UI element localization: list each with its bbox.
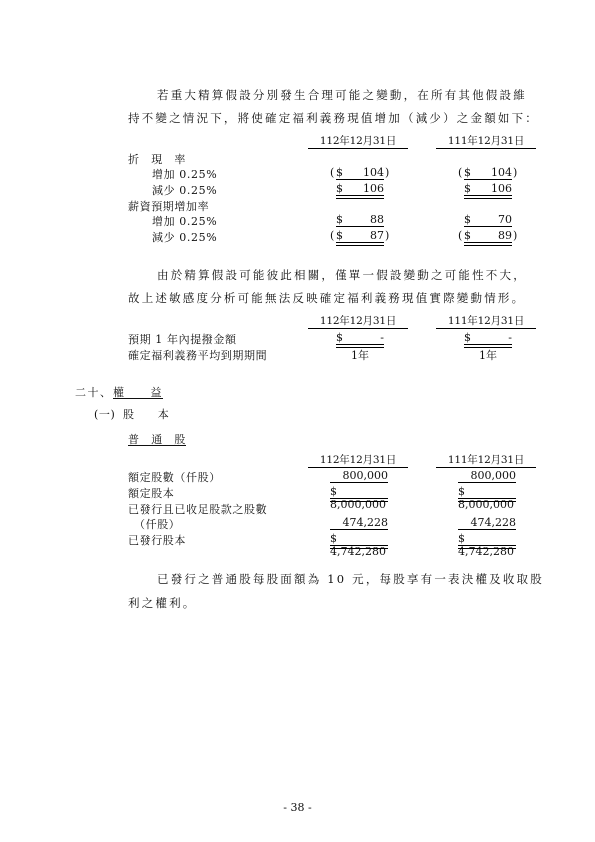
amount-double-underline xyxy=(458,498,516,502)
amount-value: 104 xyxy=(491,166,512,179)
sensitivity-col-header-112: 112年12月31日 xyxy=(319,135,397,147)
equity-col-header-rule-112 xyxy=(308,467,408,468)
expected-contribution-label: 預期 1 年內提撥金額 xyxy=(128,333,237,346)
currency-symbol: $ xyxy=(336,331,343,344)
amount-value: 70 xyxy=(498,213,512,226)
authorized-capital-112 xyxy=(330,485,388,511)
r2-c2-amount xyxy=(464,182,512,196)
r4-c1-amount xyxy=(336,229,384,243)
issued-capital-label: 已發行股本 xyxy=(128,534,186,547)
r4-c1-close-paren: ) xyxy=(385,229,390,242)
sensitivity-col-header-rule-111 xyxy=(436,148,536,149)
amount-value: 474,228 xyxy=(470,516,516,529)
r4-c2-amount xyxy=(464,229,512,243)
avg-duration-111: 1年 xyxy=(479,349,497,362)
amount-value: 106 xyxy=(491,182,512,195)
r1-c2-close-paren: ) xyxy=(513,166,518,179)
amount-value: $ 8,000,000 xyxy=(458,485,514,511)
equity-col-header-112: 112年12月31日 xyxy=(319,454,397,466)
section-title-equity: 權 益 xyxy=(113,386,163,399)
issued-capital-112 xyxy=(330,532,388,558)
avg-duration-label: 確定福利義務平均到期期間 xyxy=(128,349,268,362)
issued-shares-label-line2: （仟股） xyxy=(134,518,181,531)
currency-symbol: $ xyxy=(464,229,471,242)
correlation-paragraph-line1: 由於精算假設可能彼此相關，僅單一假設變動之可能性不大， xyxy=(157,268,527,282)
section-number: 二十、 xyxy=(75,386,113,399)
authorized-shares-111 xyxy=(458,469,516,483)
amount-underline xyxy=(336,226,384,227)
subsection-number: (一) xyxy=(94,408,116,421)
r3-c2-amount xyxy=(464,213,512,227)
currency-symbol: $ xyxy=(336,182,343,195)
par-value-paragraph-line1: 已發行之普通股每股面額為 10 元，每股享有一表決權及收取股 xyxy=(157,572,544,586)
amount-double-underline xyxy=(330,545,388,549)
r4-c1-open-paren: ( xyxy=(330,229,335,242)
amount-double-underline xyxy=(336,242,384,246)
amount-value: - xyxy=(380,331,384,344)
expected-contribution-111 xyxy=(464,331,512,345)
currency-symbol: $ xyxy=(336,166,343,179)
sensitivity-paragraph-line2: 持不變之情況下，將使確定福利義務現值增加（減少）之金額如下： xyxy=(128,111,539,125)
r1-c1-open-paren: ( xyxy=(330,166,335,179)
currency-symbol: $ xyxy=(464,331,471,344)
amount-double-underline xyxy=(458,545,516,549)
contribution-col-header-rule-111 xyxy=(436,328,536,329)
currency-symbol: $ xyxy=(464,213,471,226)
amount-underline xyxy=(330,529,388,530)
contribution-col-header-111: 111年12月31日 xyxy=(447,315,525,327)
sensitivity-col-header-rule-112 xyxy=(308,148,408,149)
issued-shares-111 xyxy=(458,516,516,530)
amount-underline xyxy=(464,179,512,180)
issued-shares-label-line1: 已發行且已收足股款之股數 xyxy=(128,503,268,516)
currency-symbol: $ xyxy=(336,229,343,242)
discount-rate-label: 折 現 率 xyxy=(128,153,186,166)
salary-decrease-label: 減少 0.25% xyxy=(152,231,218,244)
r1-c2-amount xyxy=(464,166,512,180)
amount-value: 106 xyxy=(363,182,384,195)
amount-value: 88 xyxy=(370,213,384,226)
r1-c1-close-paren: ) xyxy=(385,166,390,179)
currency-symbol: $ xyxy=(336,213,343,226)
correlation-paragraph-line2: 故上述敏感度分析可能無法反映確定福利義務現值實際變動情形。 xyxy=(128,291,526,305)
amount-double-underline xyxy=(464,242,512,246)
currency-symbol: $ xyxy=(464,166,471,179)
amount-value: 87 xyxy=(370,229,384,242)
discount-increase-label: 增加 0.25% xyxy=(152,168,218,181)
amount-underline xyxy=(458,482,516,483)
amount-value: 474,228 xyxy=(342,516,388,529)
salary-rate-label: 薪資預期增加率 xyxy=(128,200,210,213)
authorized-capital-111 xyxy=(458,485,516,511)
page-number: - 38 - xyxy=(283,801,312,814)
sensitivity-col-header-111: 111年12月31日 xyxy=(447,135,525,147)
equity-col-header-111: 111年12月31日 xyxy=(447,454,525,466)
amount-value: 800,000 xyxy=(470,469,516,482)
r1-c2-open-paren: ( xyxy=(458,166,463,179)
amount-double-underline xyxy=(336,195,384,199)
amount-double-underline xyxy=(330,498,388,502)
expected-contribution-112 xyxy=(336,331,384,345)
discount-decrease-label: 減少 0.25% xyxy=(152,184,218,197)
amount-underline xyxy=(458,529,516,530)
avg-duration-112: 1年 xyxy=(351,349,369,362)
currency-symbol: $ xyxy=(464,182,471,195)
amount-underline xyxy=(330,482,388,483)
r3-c1-amount xyxy=(336,213,384,227)
amount-value: $ 4,742,280 xyxy=(458,532,514,558)
amount-value: $ 4,742,280 xyxy=(330,532,386,558)
equity-col-header-rule-111 xyxy=(436,467,536,468)
subsection-title-share-capital: 股 本 xyxy=(123,408,170,421)
amount-double-underline xyxy=(464,195,512,199)
r4-c2-open-paren: ( xyxy=(458,229,463,242)
authorized-capital-label: 額定股本 xyxy=(128,487,175,500)
amount-value: - xyxy=(508,331,512,344)
r2-c1-amount xyxy=(336,182,384,196)
amount-underline xyxy=(336,179,384,180)
contribution-col-header-112: 112年12月31日 xyxy=(319,315,397,327)
amount-value: 104 xyxy=(363,166,384,179)
common-stock-heading: 普 通 股 xyxy=(128,433,186,446)
par-value-paragraph-line2: 利之權利。 xyxy=(128,596,197,610)
amount-value: $ 8,000,000 xyxy=(330,485,386,511)
amount-value: 800,000 xyxy=(342,469,388,482)
authorized-shares-112 xyxy=(330,469,388,483)
issued-shares-112 xyxy=(330,516,388,530)
contribution-col-header-rule-112 xyxy=(308,328,408,329)
authorized-shares-label: 額定股數（仟股） xyxy=(128,471,221,484)
r4-c2-close-paren: ) xyxy=(513,229,518,242)
amount-value: 89 xyxy=(498,229,512,242)
issued-capital-111 xyxy=(458,532,516,558)
amount-underline xyxy=(464,226,512,227)
r1-c1-amount xyxy=(336,166,384,180)
salary-increase-label: 增加 0.25% xyxy=(152,215,218,228)
sensitivity-paragraph-line1: 若重大精算假設分別發生合理可能之變動，在所有其他假設維 xyxy=(157,88,527,102)
